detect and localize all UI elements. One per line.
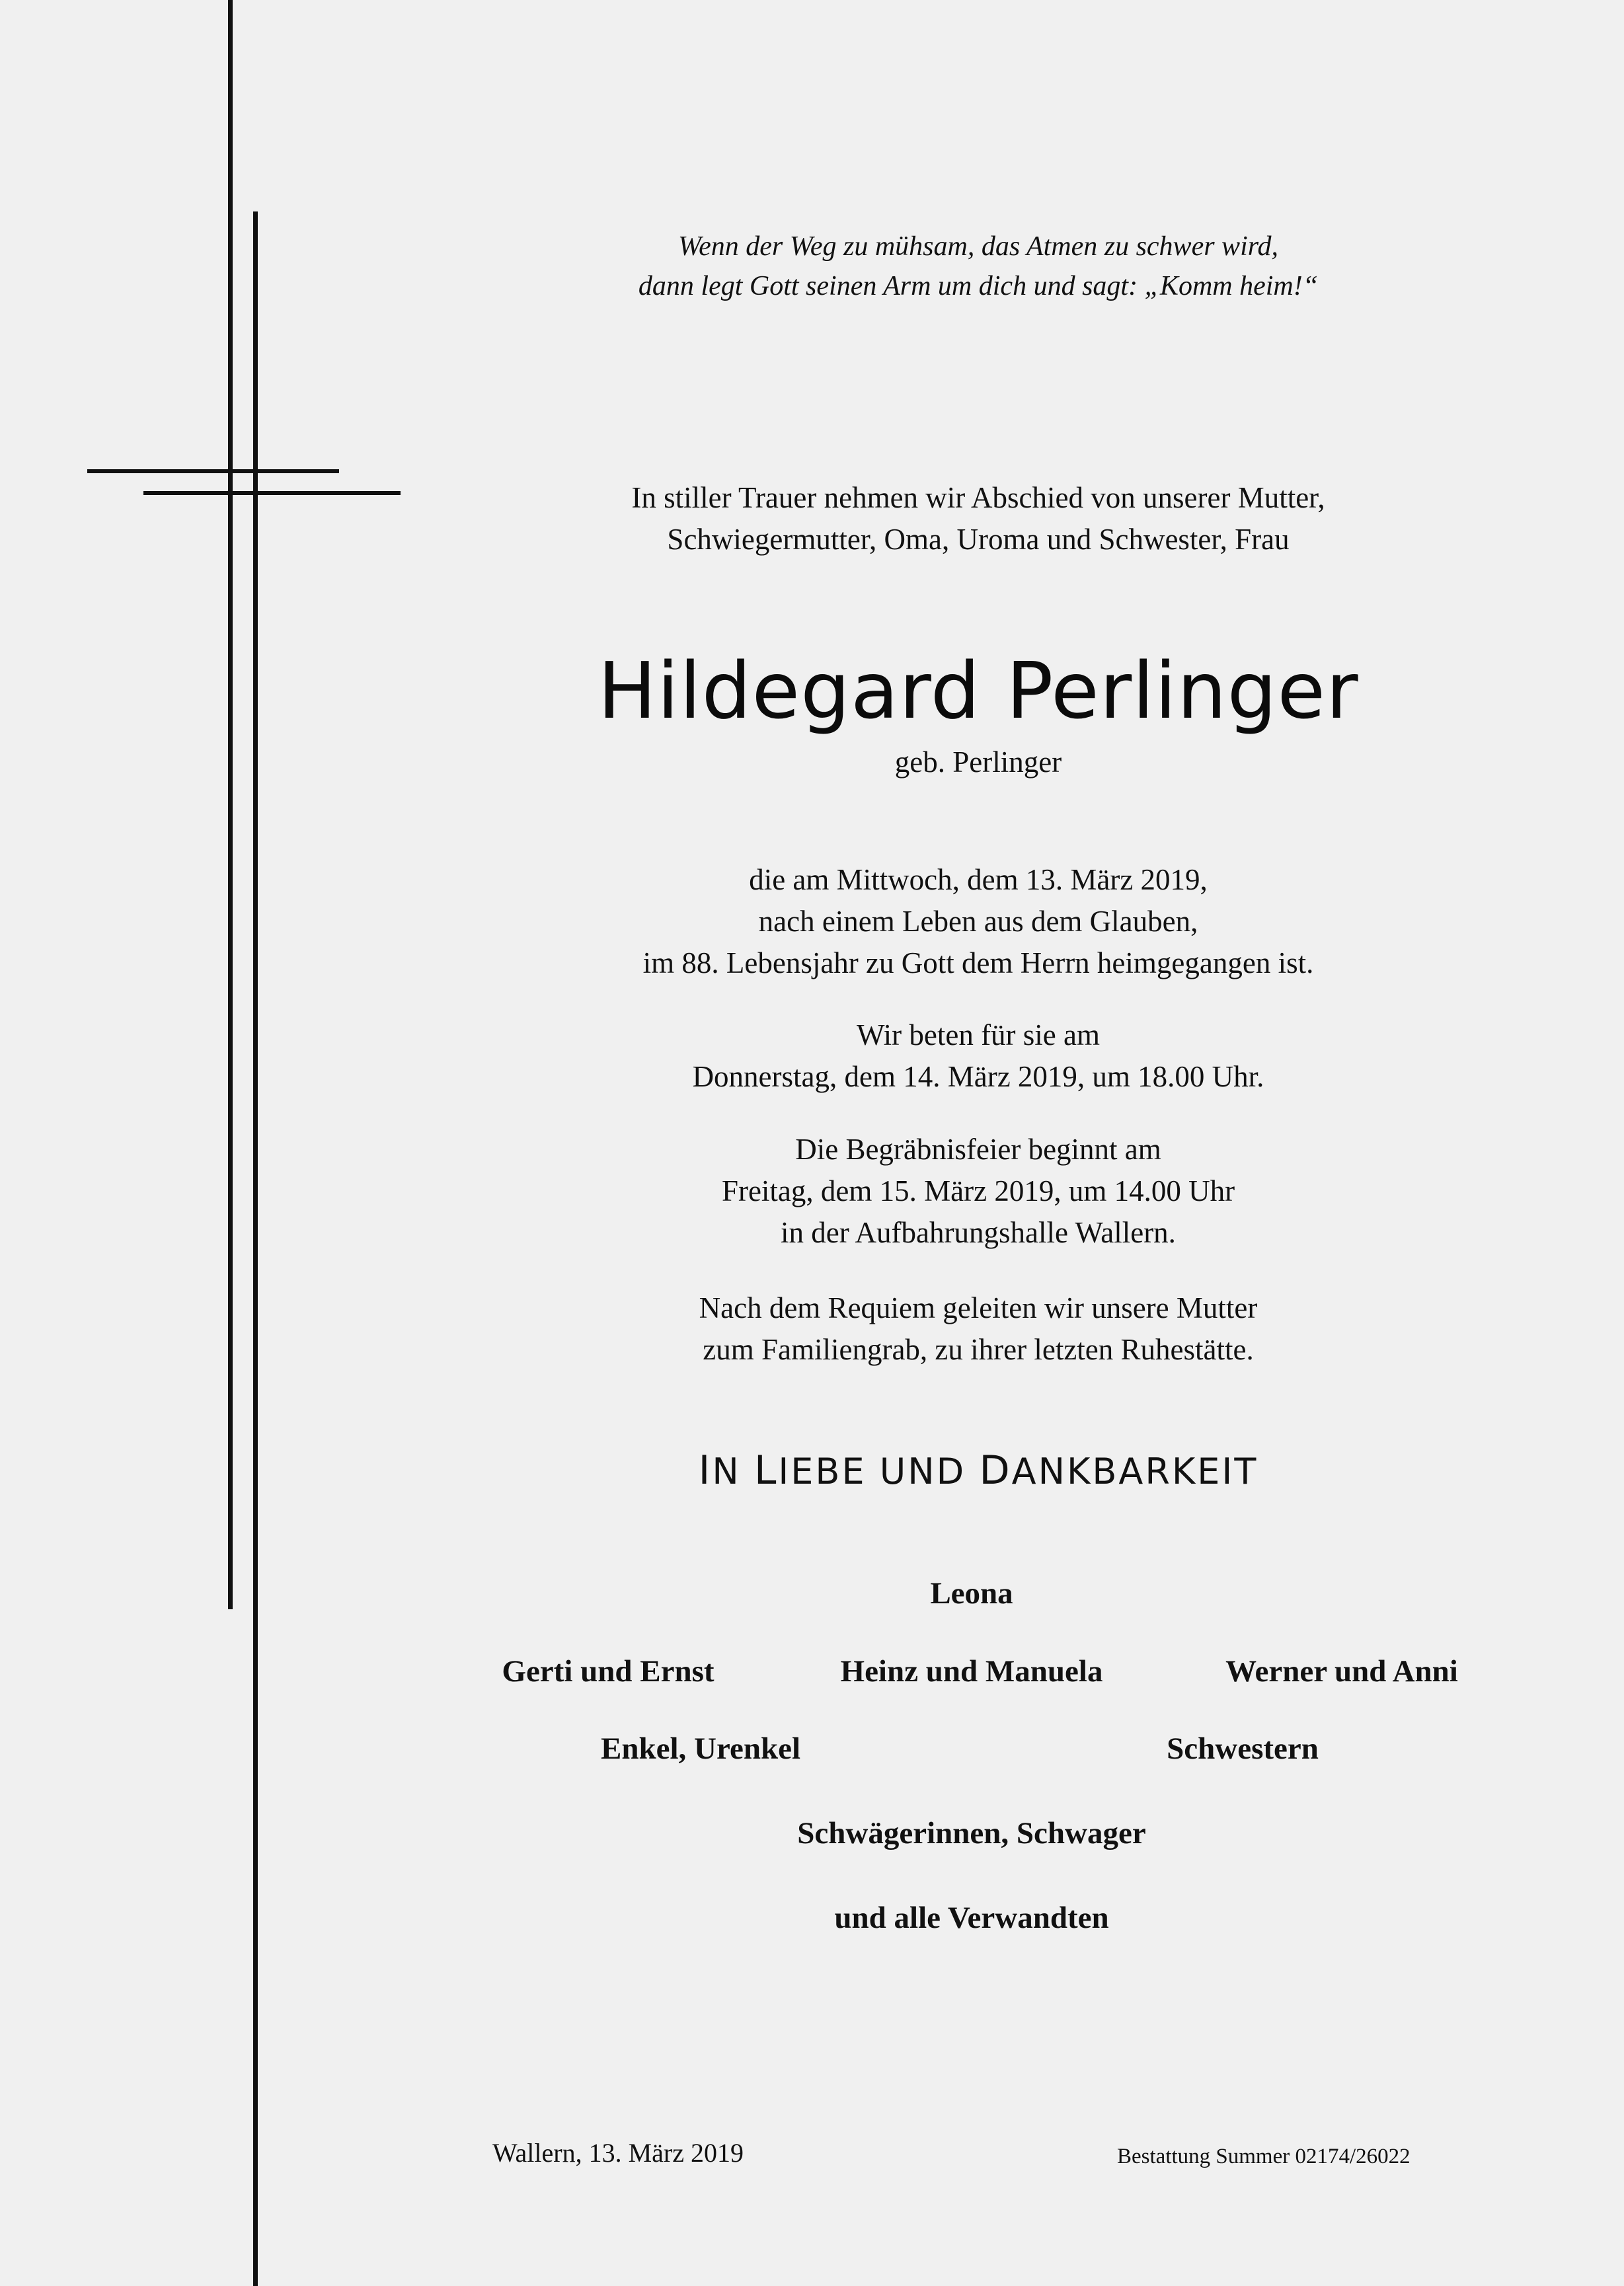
cross-crossbar-lower	[143, 491, 401, 495]
deceased-name: Hildegard Perlinger	[598, 645, 1359, 736]
footer-undertaker: Bestattung Summer 02174/26022	[1117, 2145, 1411, 2168]
dedication-word: UND	[879, 1451, 966, 1492]
dedication-initial: I	[698, 1447, 713, 1494]
requiem-line: zum Familiengrab, zu ihrer letzten Ruhestätte.	[703, 1333, 1254, 1366]
death-line: im 88. Lebensjahr zu Gott dem Herrn heimgegangen ist.	[642, 946, 1314, 979]
funeral-line: Die Begräbnisfeier beginnt am	[795, 1133, 1161, 1166]
requiem-notice	[582, 1287, 1375, 1371]
prayer-notice	[582, 1014, 1375, 1098]
requiem-line: Nach dem Requiem geleiten wir unsere Mutter	[699, 1291, 1258, 1324]
death-line: die am Mittwoch, dem 13. März 2019,	[749, 863, 1208, 896]
mourner-heinz-manuela: Heinz und Manuela	[840, 1654, 1103, 1689]
funeral-line: in der Aufbahrungshalle Wallern.	[781, 1216, 1176, 1249]
cross-crossbar-upper	[87, 469, 339, 473]
mourner-relatives: und alle Verwandten	[834, 1901, 1109, 1935]
intro-text	[582, 477, 1375, 560]
dedication-rest: N	[712, 1451, 741, 1492]
death-notice	[582, 859, 1375, 984]
mourner-sisters: Schwestern	[1167, 1732, 1319, 1766]
intro-line: Schwiegermutter, Oma, Uroma und Schwester, Frau	[667, 523, 1290, 556]
mourner-gerti-ernst: Gerti und Ernst	[502, 1654, 715, 1689]
mourner-in-laws: Schwägerinnen, Schwager	[797, 1816, 1146, 1850]
funeral-notice	[582, 1129, 1375, 1254]
mourner-werner-anni: Werner und Anni	[1225, 1654, 1458, 1689]
intro-line: In stiller Trauer nehmen wir Abschied von unserer Mutter,	[631, 481, 1325, 514]
prayer-line: Wir beten für sie am	[856, 1018, 1101, 1051]
footer-place-date: Wallern, 13. März 2019	[492, 2138, 744, 2168]
prayer-line: Donnerstag, dem 14. März 2019, um 18.00 Uhr.	[692, 1060, 1264, 1093]
birth-name: geb. Perlinger	[894, 745, 1062, 779]
dedication-rest: ANKBARKEIT	[1011, 1451, 1258, 1492]
dedication-initial: L	[754, 1447, 779, 1494]
cross-vertical-line-left	[228, 0, 233, 1609]
cross-vertical-line-right	[253, 211, 258, 2286]
motto-quote	[582, 227, 1375, 306]
death-line: nach einem Leben aus dem Glauben,	[758, 905, 1198, 938]
dedication-heading	[582, 1444, 1375, 1498]
motto-line: Wenn der Weg zu mühsam, das Atmen zu schwer wird,	[677, 231, 1279, 262]
motto-line: dann legt Gott seinen Arm um dich und sagt: „Komm heim!“	[638, 271, 1319, 301]
dedication-rest: IEBE	[778, 1451, 867, 1492]
funeral-line: Freitag, dem 15. März 2019, um 14.00 Uhr	[721, 1174, 1235, 1207]
mourner-leona: Leona	[930, 1576, 1013, 1611]
dedication-initial: D	[979, 1447, 1012, 1494]
mourner-grandchildren: Enkel, Urenkel	[600, 1732, 801, 1766]
